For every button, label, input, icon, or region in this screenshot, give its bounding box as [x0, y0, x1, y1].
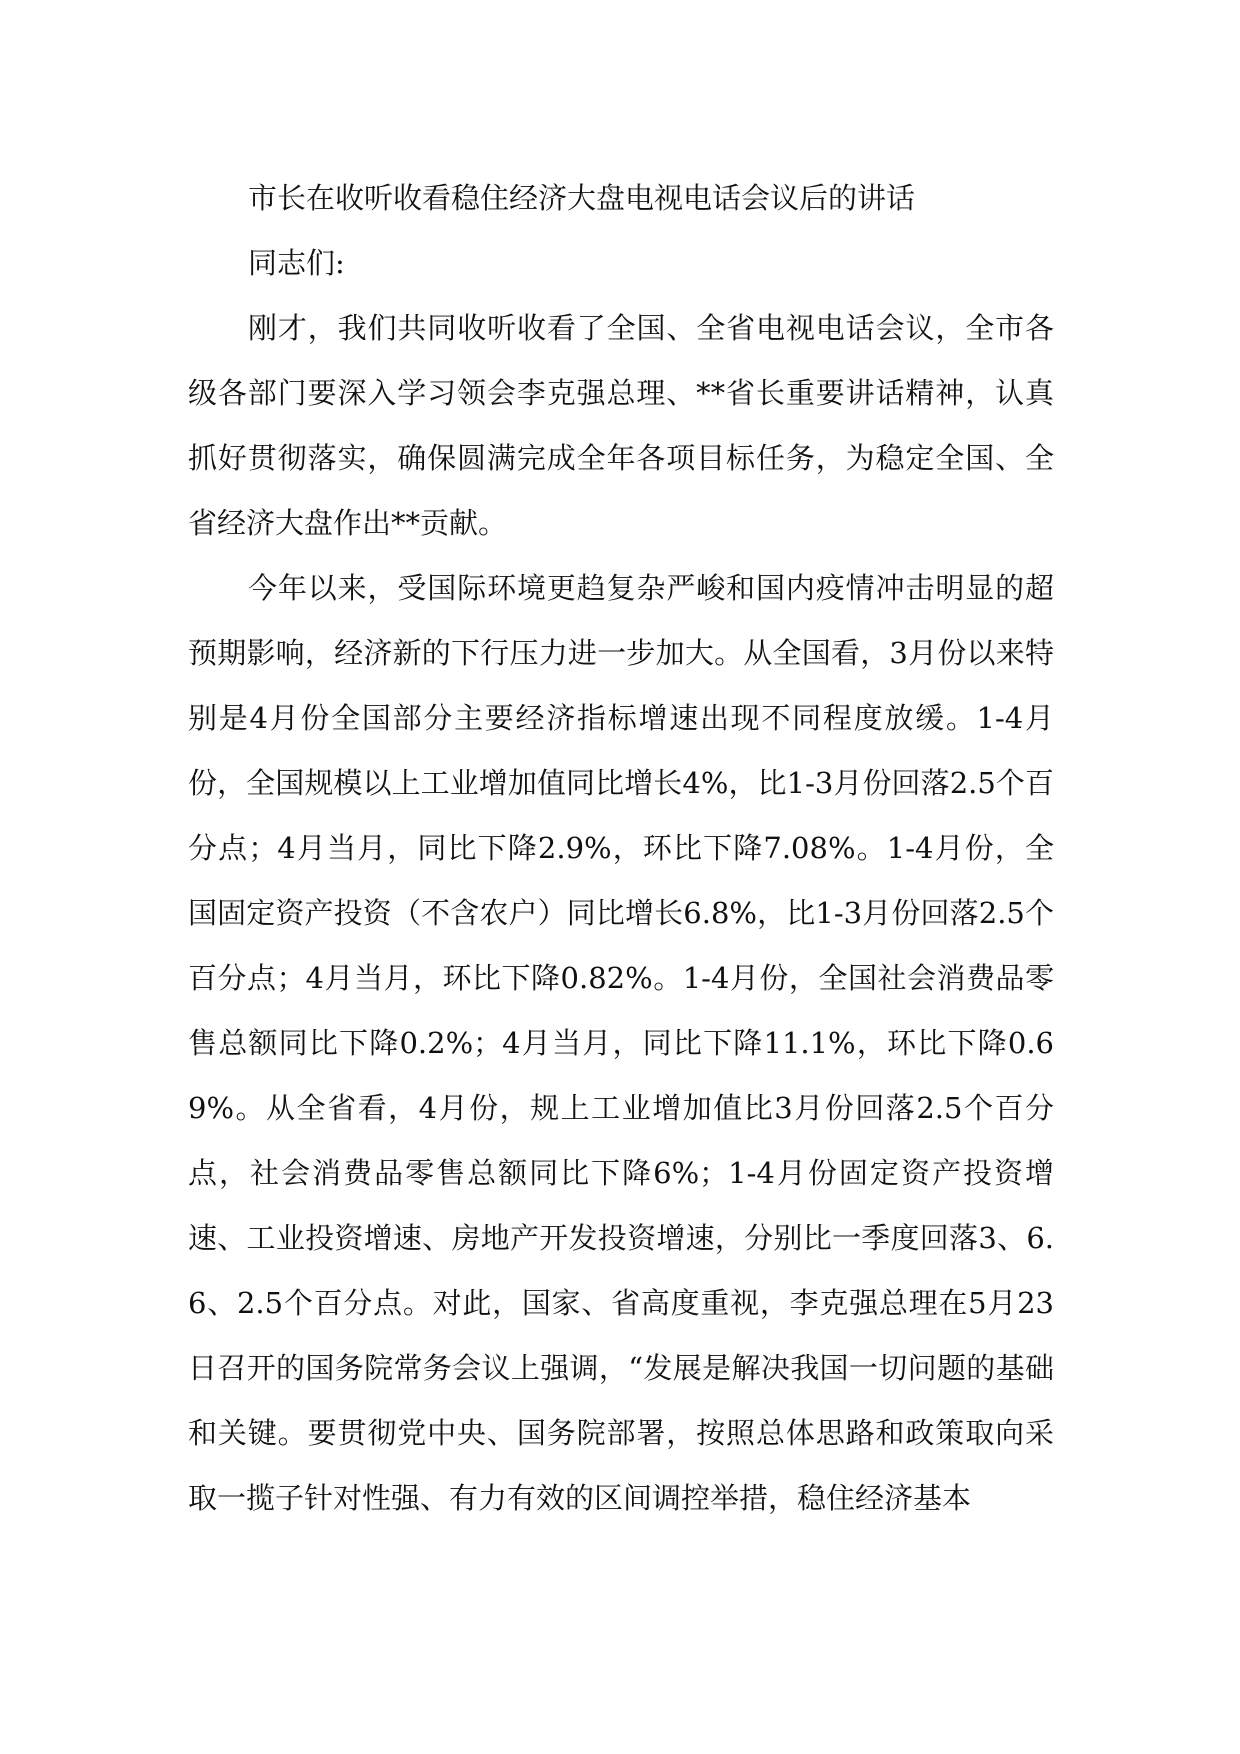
document-title: 市长在收听收看稳住经济大盘电视电话会议后的讲话 — [248, 181, 916, 215]
paragraph-opening: 刚才，我们共同收听收看了全国、全省电视电话会议，全市各级各部门要深入学习领会李克强总理、**省长重要讲话精神，认真抓好贯彻落实，确保圆满完成全年各项目标任务，为稳定全国、全省经济大盘作出**贡献。 — [188, 311, 1054, 540]
document-body — [188, 166, 1054, 1531]
salutation: 同志们: — [248, 246, 345, 280]
paragraph-economy: 今年以来，受国际环境更趋复杂严峻和国内疫情冲击明显的超预期影响，经济新的下行压力进一步加大。从全国看，3月份以来特别是4月份全国部分主要经济指标增速出现不同程度放缓。1-4月份，全国规模以上工业增加值同比增长4%，比1-3月份回落2.5个百分点；4月当月，同比下降2.9%，环比下降7.08%。1-4月份，全国固定资产投资（不含农户）同比增长6.8%，比1-3月份回落2.5个百分点；4月当月，环比下降0.82%。1-4月份，全国社会消费品零售总额同比下降0.2%；4月当月，同比下降11.1%，环比下降0.69%。从全省看，4月份，规上工业增加值比3月份回落2.5个百分点，社会消费品零售总额同比下降6%；1-4月份固定资产投资增速、工业投资增速、房地产开发投资增速，分别比一季度回落3、6.6、2.5个百分点。对此，国家、省高度重视，李克强总理在5月23日召开的国务院常务会议上强调，“发展是解决我国一切问题的基础和关键。要贯彻党中央、国务院部署，按照总体思路和政策取向采取一揽子针对性强、有力有效的区间调控举措，稳住经济基本 — [188, 571, 1054, 1515]
